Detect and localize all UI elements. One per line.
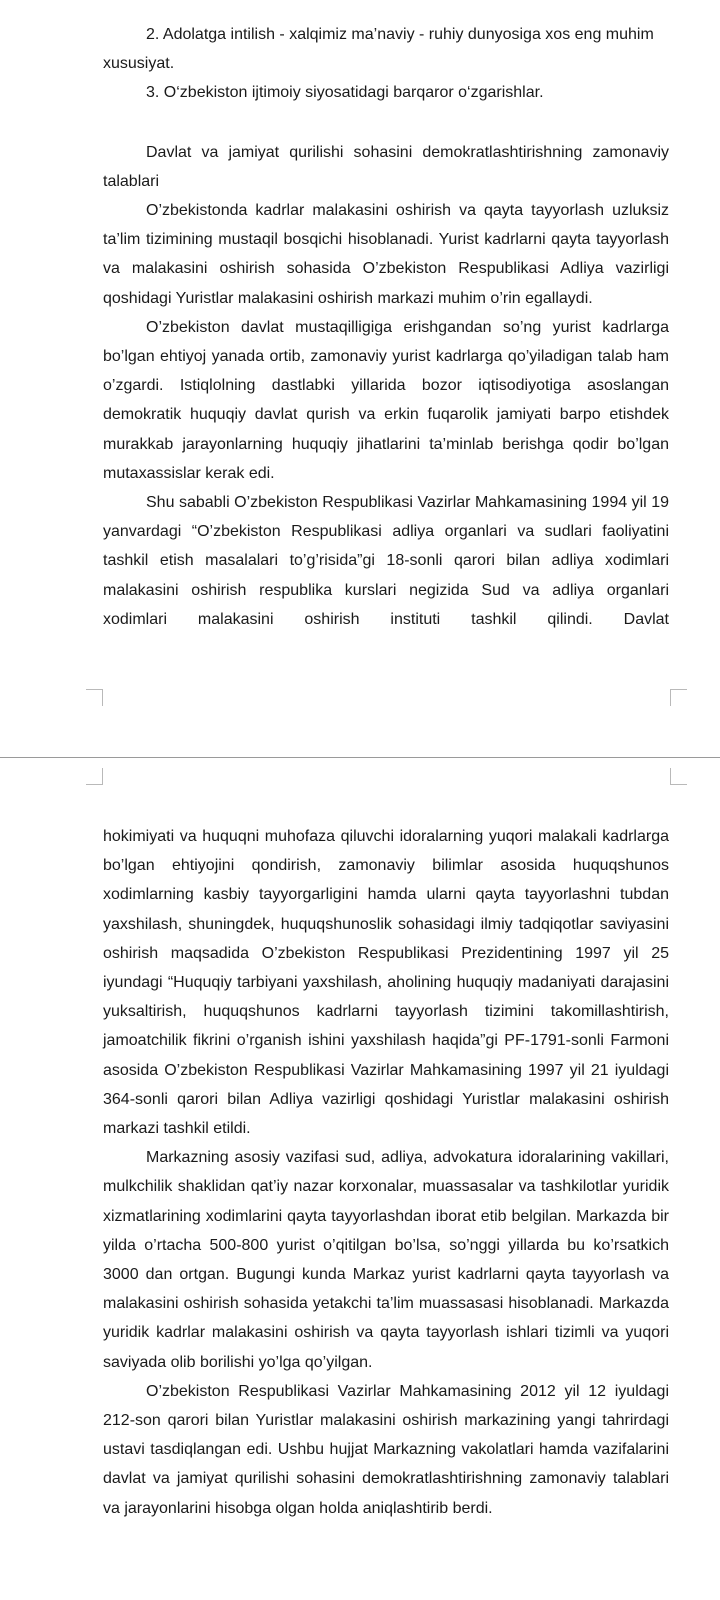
crop-mark-bottom-right <box>670 689 687 706</box>
page-separator <box>0 757 720 758</box>
list-item-3: 3. O‘zbekiston ijtimoiy siyosatidagi barqaror o‘zgarishlar. <box>146 84 544 102</box>
paragraph: O’zbekistonda kadrlar malakasini oshirish va qayta tayyorlash uzluksiz ta’lim tizimining mustaqil bosqichi hisoblanadi. Yurist kadrlarni qayta tayyorlash va malakasini oshirish sohasida O’zbekiston Respublikasi Adliya vazirligi qoshidagi Yuristlar malakasini oshirish markazi muhim o’rin egallaydi. <box>103 202 669 307</box>
crop-mark-top-left <box>86 768 103 785</box>
document-page-1 <box>0 0 720 758</box>
page-1-text <box>103 20 669 634</box>
paragraph: Markazning asosiy vazifasi sud, adliya, advokatura idoralarining vakillari, mulkchilik shaklidan qat’iy nazar korxonalar, muassasalar va tashkilotlar yuridik xizmatlarining xodimlarini qayta tayyorlashdan iborat etib belgilan. Markazda bir yilda o’rtacha 500-800 yurist o’qitilgan bo’lsa, so’nggi yillarda bu ko’rsatkich 3000 dan ortgan. Bugungi kunda Markaz yurist kadrlarni qayta tayyorlash va malakasini oshirish sohasida yetakchi ta’lim muassasasi hisoblanadi. Markazda yuridik kadrlar malakasini oshirish va qayta tayyorlash ishlari tizimli va yuqori saviyada olib borilishi yo’lga qo’yilgan. <box>103 1149 669 1371</box>
section-heading: Davlat va jamiyat qurilishi sohasini demokratlashtirishning zamonaviy talablari <box>103 143 669 190</box>
crop-mark-top-right <box>670 768 687 785</box>
paragraph: O’zbekiston Respublikasi Vazirlar Mahkamasining 2012 yil 12 iyuldagi 212-son qarori bilan Yuristlar malakasini oshirish markazining yangi tahrirdagi ustavi tasdiqlangan edi. Ushbu hujjat Markazning vakolatlari hamda vazifalarini davlat va jamiyat qurilishi sohasini demokratlashtirishning zamonaviy talablari va jarayonlarini hisobga olgan holda aniqlashtirib berdi. <box>103 1382 669 1517</box>
paragraph: O’zbekiston davlat mustaqilligiga erishgandan so’ng yurist kadrlarga bo’lgan ehtiyoj yanada ortib, zamonaviy yurist kadrlarga qo’yiladigan talab ham o’zgardi. Istiqlolning dastlabki yillarida bozor iqtisodiyotiga asoslangan demokratik huquqiy davlat qurish va erkin fuqarolik jamiyati barpo etishdek murakkab jarayonlarning huquqiy jihatlarini ta’minlab berishga qodir bo’lgan mutaxassislar kerak edi. <box>103 318 669 482</box>
page-2-text <box>103 822 669 1523</box>
paragraph: Shu sababli O’zbekiston Respublikasi Vazirlar Mahkamasining 1994 yil 19 yanvardagi “O’zbekiston Respublikasi adliya organlari va sudlari faoliyatini tashkil etish masalalari to’g’risida”gi 18-sonli qarori bilan adliya xodimlari malakasini oshirish respublika kurslari negizida Sud va adliya organlari xodimlari malakasini oshirish instituti tashkil qilindi. Davlat <box>103 494 669 628</box>
list-item-2: 2. Adolatga intilish - xalqimiz ma’naviy - ruhiy dunyosiga xos eng muhim xususiyat. <box>103 26 654 73</box>
crop-mark-bottom-left <box>86 689 103 706</box>
paragraph-continued: hokimiyati va huquqni muhofaza qiluvchi idoralarning yuqori malakali kadrlarga bo’lgan ehtiyojini qondirish, zamonaviy bilimlar asosida huquqshunos xodimlarning kasbiy tayyorgarligini hamda ularni qayta tayyorlashni tubdan yaxshilash, shuningdek, huquqshunoslik sohasidagi ilmiy tadqiqotlar saviyasini oshirish maqsadida O’zbekiston Respublikasi Prezidentining 1997 yil 25 iyundagi “Huquqiy tarbiyani yaxshilash, aholining huquqiy madaniyati darajasini yuksaltirish, huquqshunos kadrlarni tayyorlash tizimini takomillashtirish, jamoatchilik fikrini o’rganish ishini yaxshilash haqida”gi PF-1791-sonli Farmoni asosida O’zbekiston Respublikasi Vazirlar Mahkamasining 1997 yil 21 iyuldagi 364-sonli qarori bilan Adliya vazirligi qoshidagi Yuristlar malakasini oshirish markazi tashkil etildi. <box>103 828 669 1138</box>
document-page-2 <box>0 760 720 1600</box>
